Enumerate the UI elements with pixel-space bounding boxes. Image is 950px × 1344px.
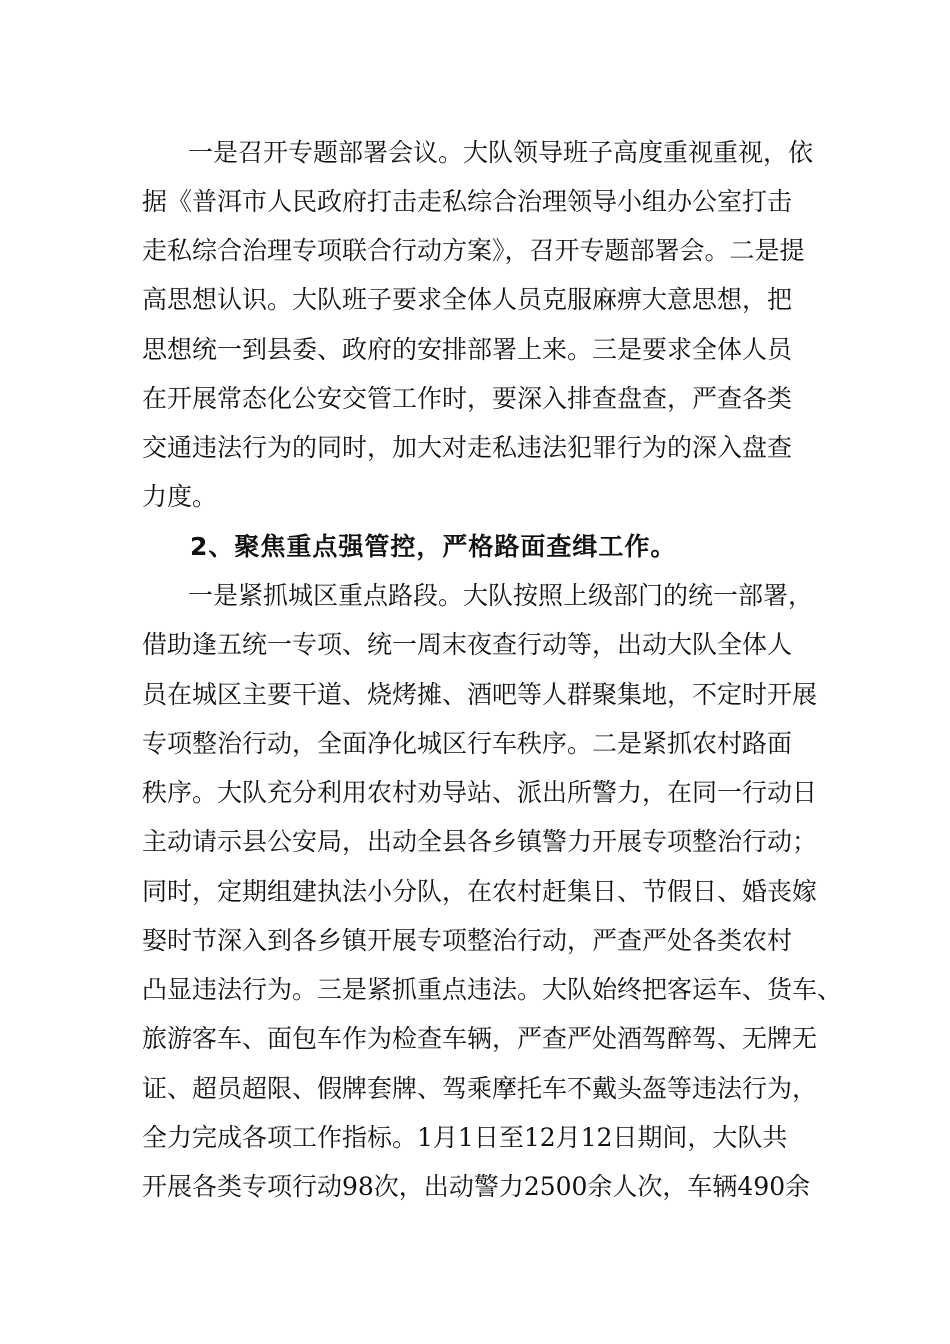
- paragraph-2-line-text: 凸显违法行为。三是紧抓重点违法。大队始终把客运车、货车、: [142, 975, 843, 1004]
- paragraph-2-line: [0, 921, 950, 961]
- paragraph-2-line-text: 一是紧抓城区重点路段。大队按照上级部门的统一部署，: [188, 581, 814, 610]
- paragraph-1-line: [0, 231, 950, 271]
- paragraph-1-line-text: 一是召开专题部署会议。大队领导班子高度重视重视，依: [188, 138, 814, 167]
- paragraph-1-line: [0, 379, 950, 419]
- paragraph-1-line-text: 据《普洱市人民政府打击走私综合治理领导小组办公室打击: [142, 187, 793, 216]
- paragraph-2-line-text: 主动请示县公安局，出动全县各乡镇警力开展专项整治行动；: [142, 827, 818, 856]
- paragraph-2-line: [0, 1118, 950, 1158]
- paragraph-2-line: [0, 1069, 950, 1109]
- paragraph-1-line-text: 走私综合治理专项联合行动方案》，召开专题部署会。二是提: [142, 236, 805, 265]
- paragraph-1-line: [0, 330, 950, 370]
- paragraph-1-line-text: 高思想认识。大队班子要求全体人员克服麻痹大意思想，把: [142, 285, 793, 314]
- paragraph-1-line-text: 力度。: [142, 482, 218, 511]
- paragraph-2-line-text: 旅游客车、面包车作为检查车辆，严查严处酒驾醉驾、无牌无: [142, 1024, 818, 1053]
- paragraph-2-line: [0, 1019, 950, 1059]
- paragraph-2-line: [0, 625, 950, 665]
- paragraph-2-line: [0, 724, 950, 764]
- paragraph-2-line: [0, 576, 950, 616]
- paragraph-2-line-text: 全力完成各项工作指标。1月1日至12月12日期间，大队共: [142, 1123, 788, 1152]
- paragraph-2-line: [0, 872, 950, 912]
- section-heading: [0, 527, 950, 567]
- paragraph-2-line-text: 同时，定期组建执法小分队，在农村赶集日、节假日、婚丧嫁: [142, 877, 818, 906]
- paragraph-2-line-text: 开展各类专项行动98次，出动警力2500余人次，车辆490余: [142, 1172, 811, 1201]
- section-heading-text: 2、聚焦重点强管控，严格路面查缉工作。: [190, 532, 677, 561]
- paragraph-2-line-text: 员在城区主要干道、烧烤摊、酒吧等人群聚集地，不定时开展: [142, 680, 818, 709]
- paragraph-2-line: [0, 773, 950, 813]
- paragraph-2-line-text: 证、超员超限、假牌套牌、驾乘摩托车不戴头盔等违法行为，: [142, 1074, 818, 1103]
- paragraph-2-line-text: 专项整治行动，全面净化城区行车秩序。二是紧抓农村路面: [142, 729, 793, 758]
- paragraph-1-line: [0, 428, 950, 468]
- paragraph-1-line-text: 在开展常态化公安交管工作时，要深入排查盘查，严查各类: [142, 384, 793, 413]
- paragraph-1-line: [0, 477, 950, 517]
- paragraph-2-line: [0, 675, 950, 715]
- paragraph-1-line: [0, 280, 950, 320]
- paragraph-1-line-text: 交通违法行为的同时，加大对走私违法犯罪行为的深入盘查: [142, 433, 793, 462]
- paragraph-2-line-text: 借助逢五统一专项、统一周末夜查行动等，出动大队全体人: [142, 630, 793, 659]
- paragraph-2-line-text: 娶时节深入到各乡镇开展专项整治行动，严查严处各类农村: [142, 926, 793, 955]
- paragraph-1-line: [0, 182, 950, 222]
- paragraph-2-line: [0, 1167, 950, 1207]
- paragraph-2-line-text: 秩序。大队充分利用农村劝导站、派出所警力，在同一行动日: [142, 778, 818, 807]
- paragraph-2-line: [0, 970, 950, 1010]
- paragraph-1-line: [0, 133, 950, 173]
- paragraph-2-line: [0, 822, 950, 862]
- paragraph-1-line-text: 思想统一到县委、政府的安排部署上来。三是要求全体人员: [142, 335, 793, 364]
